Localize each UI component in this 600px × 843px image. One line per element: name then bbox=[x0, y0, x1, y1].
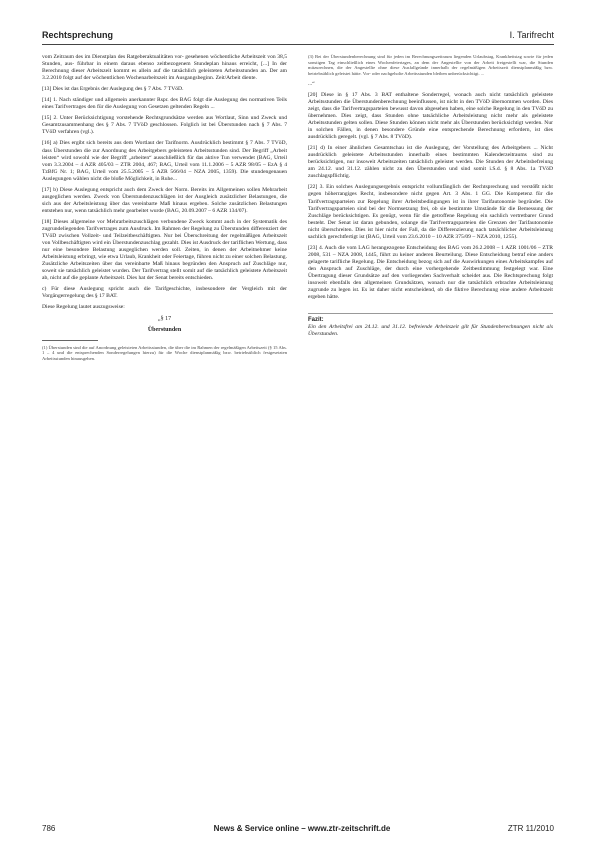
header-rule bbox=[42, 44, 554, 45]
paragraph: [14] 1. Nach ständiger und allgemein anerkannter Rspr. des BAG folgt die Auslegung des normativen Teils eines Tarifvertrages den für die Auslegung von Gesetzen geltenden Regeln ... bbox=[42, 97, 287, 111]
paragraph: [23] 4. Auch die vom LAG herangezogene Entscheidung des BAG vom 26.2.2008 – 1 AZR 1001/06 – ZTR 2008, 531 – NZA 2008, 1445, führt zu keiner anderen Beurteilung. Diese Entscheidung betraf eine anders gelagerte tarifliche Regelung. Die Entscheidung bezog sich auf die Auswirkungen eines Arbeitskampfes auf den Anspruch auf Zuschläge, der durch eine vorhergehende Zeitbestimmung festgelegt war. Eine Übertragung dieser Grundsätze auf den vorliegenden Sachverhalt scheidet aus. Die Rechtsprechung folgt insoweit ebenfalls den allgemeinen Grundsätzen, wonach nur die tatsächlich erbrachte Arbeitsleistung zugrunde zu legen ist. Es ist daher nicht entscheidend, ob die fiktive Berechnung eine andere Arbeitszeit ergeben hätte. bbox=[308, 244, 553, 301]
ellipsis: ...“ bbox=[308, 80, 315, 87]
page-number: 786 bbox=[42, 824, 56, 833]
footer-link[interactable]: News & Service online – www.ztr-zeitschrift.de bbox=[213, 824, 391, 833]
page-footer bbox=[42, 824, 554, 836]
paragraph: [17] b) Diese Auslegung entspricht auch dem Zweck der Norm. Bereits im Allgemeinen sollen Mehrarbeit ausgeglichen werden. Zweck von Überstundenzuschlägen ist der Ausgleich zusätzlicher Belastungen, die sich aus der Arbeitsleistung über das vereinbarte Maß hinaus ergeben. Solche zusätzlichen Belastungen entstehen nur, wenn tatsächlich mehr gearbeitet wurde (BAG, 20.09.2007 – 6 AZR 134/07). bbox=[42, 186, 287, 214]
fazit-text: Ein den Arbeitsfrei am 24.12. und 31.12. befreiende Arbeitszeit gilt für Stundenberechnungen nicht als Überstunden. bbox=[308, 324, 553, 338]
paragraph: [15] 2. Unter Berücksichtigung vorstehende Rechtsgrundsätze werden aus Wortlaut, Sinn und Zweck und Gesamtzusammenhang des § 7 Abs. 7 TVöD geschlossen. Folglich ist bei Überstunden nach § 7 Abs. 7 TVöD verfahren (vgl.). bbox=[42, 115, 287, 136]
paragraph: Diese Regelung lautet auszugsweise: bbox=[42, 304, 125, 311]
paragraph: vom Zeitraum des im Dienstplan des Ratgeberaktualitäten vor- gesehenen wöchentliche Arbeitszeit von 38,5 Stunden, aus- führbar in einem daraus ebenso zeitbezogenem Stundeplan hinaus erreicht, [...] In der Berechnung dieser Arbeitszeit kommt es allein auf die tatsächlich geleisteten Arbeitsstunden an. Der am 3.2.2010 folgt auf der wöchentlichen Wochenarbeitszeit im Ausgangsbeginn. Zeit/Arbeit diente. bbox=[42, 54, 287, 82]
paragraph: c) Für diese Auslegung spricht auch die Tarifgeschichte, insbesondere der Vergleich mit der Vorgängerregelung des § 17 BAT. bbox=[42, 286, 287, 300]
section-number: „§ 17 bbox=[157, 315, 172, 322]
journal-issue: ZTR 11/2010 bbox=[507, 824, 554, 833]
footnote-rule bbox=[42, 340, 98, 341]
paragraph: [13] Dies ist das Ergebnis der Auslegung des § 7 Abs. 7 TVöD. bbox=[42, 86, 184, 93]
quote-block: (3) Bei der Überstundenberechnung sind für jeden im Berechnungszeitraum liegenden Urlaubstag, Krankheitstag sowie für jeden sonstigen Tag einschließlich eines Wochenfeiertages, an dem der Angestellte von der Arbeit freigestellt war, die Stunden mitzurechnen, die der Angestellte ohne diese Ausfallgründe innerhalb der regelmäßigen Arbeitszeit dienstplanmäßig bzw. betriebsüblich geleistet hätte. Vor- oder nachgeholte Arbeitsstunden bleiben unberücksichtigt. ... bbox=[308, 54, 553, 77]
left-column bbox=[42, 54, 287, 816]
category-title: I. Tarifrecht bbox=[509, 30, 554, 40]
fazit-label: Fazit: bbox=[308, 313, 553, 324]
footnote: (1) Überstunden sind die auf Anordnung geleisteten Arbeitsstunden, die über die im Rahmen der regelmäßigen Arbeitszeit (§ 15 Abs. 1 – 4 und die entsprechenden Sonderregelungen hierzu) für die Woche dienstplanmäßig bzw. betriebsüblich festgesetzten Arbeitsstunden hinausgehen. bbox=[42, 344, 287, 361]
paragraph: [18] Dieses allgemeine vor Mehrarbeitszuschlägen verbundene Zweck kommt auch in der Systematik des zugrundeliegenden Tarifvertrages zum Ausdruck. Im Rahmen der Regelung zu Überstunden differenziert der TVöD zwischen Vollzeit- und Teilzeitbeschäftigten. Nur bei Überschreitung der regelmäßigen Arbeitszeit von Vollbeschäftigten wird ein Überstundenzuschlag gezahlt. Dies ist Ausdruck der tariflichen Wertung, dass nur eine besondere Belastung ausgeglichen werden soll. Zeiten, in denen der Arbeitnehmer keine Arbeitsleistung erbringt, wie etwa Urlaub, Krankheit oder Feiertage, führen nicht zu einer solchen Belastung. Zusätzliche Arbeitszeiten über das vereinbarte Maß hinaus begründen den Anspruch auf Zuschläge nur, soweit sie tatsächlich geleistet wurden. Der Tarifvertrag stellt somit auf die tatsächlich geleistete Arbeitszeit ab, nicht auf die geplante Arbeitszeit. Dies hat der Senat bereits entschieden. bbox=[42, 218, 287, 282]
paragraph: [22] 3. Ein solches Auslegungsergebnis entspricht vollumfänglich der Rechtsprechung und verstößt nicht gegen höherrangiges Recht, insbesondere nicht gegen Art. 3 Abs. 1 GG. Die Kompetenz für die Tarifvertragsparteien zur Regelung ihrer Arbeitsbedingungen ist in ihrer Tarifautonomie begründet. Die Tarifvertragsparteien sind bei der Normsetzung frei, ob sie bestimmte Umstände für die Bemessung der Zuschläge berücksichtigen. Es genügt, wenn für die getroffene Regelung ein sachlich vertretbarer Grund besteht. Der Senat ist daran gebunden, solange die Tarifvertragsparteien die Grenzen der Tarifautonomie nicht überschreiten. Dies ist hier nicht der Fall, da die Differenzierung nach tatsächlicher Arbeitsleistung sachlich gerechtfertigt ist (BAG, Urteil vom 23.6.2010 – 10 AZR 375/09 – NZA 2010, 1255). bbox=[308, 184, 553, 240]
paragraph: [20] Diese in § 17 Abs. 3 BAT enthaltene Sonderregel, wonach auch nicht tatsächlich geleistete Arbeitsstunden die Überstundenberechnung beeinflussen, ist nicht in den TVöD übernommen worden. Dies zeigt, dass die Tarifvertragsparteien bewusst davon abgesehen haben, eine solche Regelung in den TVöD zu übernehmen. Dies zeigt, dass Stunden ohne tatsächliche Arbeitsleistung nicht mehr als geleistete Arbeitsstunden gelten sollen. Diese Stunden können nicht mehr als Überstunden berücksichtigt werden. Nur in solchen Fällen, in denen besondere Gründe eine entsprechende Berechnung erfordern, ist dies ausdrücklich geregelt. (vgl. § 7 Abs. 8 TVöD). bbox=[308, 91, 553, 141]
section-title: Rechtsprechung bbox=[42, 30, 114, 40]
paragraph: [21] d) In einer ähnlichen Gesamtschau ist die Auslegung, der Vorstellung des Arbeitgebers ... Nicht ausdrücklich geleistete Arbeitsstunden innerhalb eines bestimmten Kalenderzeitraums sind zu berücksichtigen, nur insoweit Arbeitszeiten tatsächlich geleistet werden. Die Stunden der Arbeitsbefreiung am 24.12. und 31.12. zählen nicht zu den Überstunden und sind somit i.S.d. § 8 Abs. 1a TVöD zuschlagspflichtig. bbox=[308, 145, 553, 180]
right-column bbox=[308, 54, 553, 816]
section-heading: Überstunden bbox=[147, 326, 182, 333]
paragraph: [16] a) Dies ergibt sich bereits aus dem Wortlaut der Tarifnorm. Ausdrücklich bestimmt § 7 Abs. 7 TVöD, dass Überstunden die zur Anordnung des Arbeitgebers geleisteten Arbeitsstunden sind. Der Begriff „Arbeit leisten“ wird sowohl wie der Begriff „arbeiten“ ausschließlich für das aktive Tun verwendet (BAG, Urteil vom 3.3.2004 – 4 AZR 405/03 – ZTR 2004, 467; BAG, Urteil vom 11.1.2006 – 5 AZR 98/05 – EzA § 4 TzBfG Nr. 1; BAG, Urteil vom 25.5.2005 – 5 AZR 566/04 – NZA 2005, 1359). Die stundengenauen Auslegungen wählen nicht die bloße Möglichkeit, in Ruhe... bbox=[42, 140, 287, 182]
